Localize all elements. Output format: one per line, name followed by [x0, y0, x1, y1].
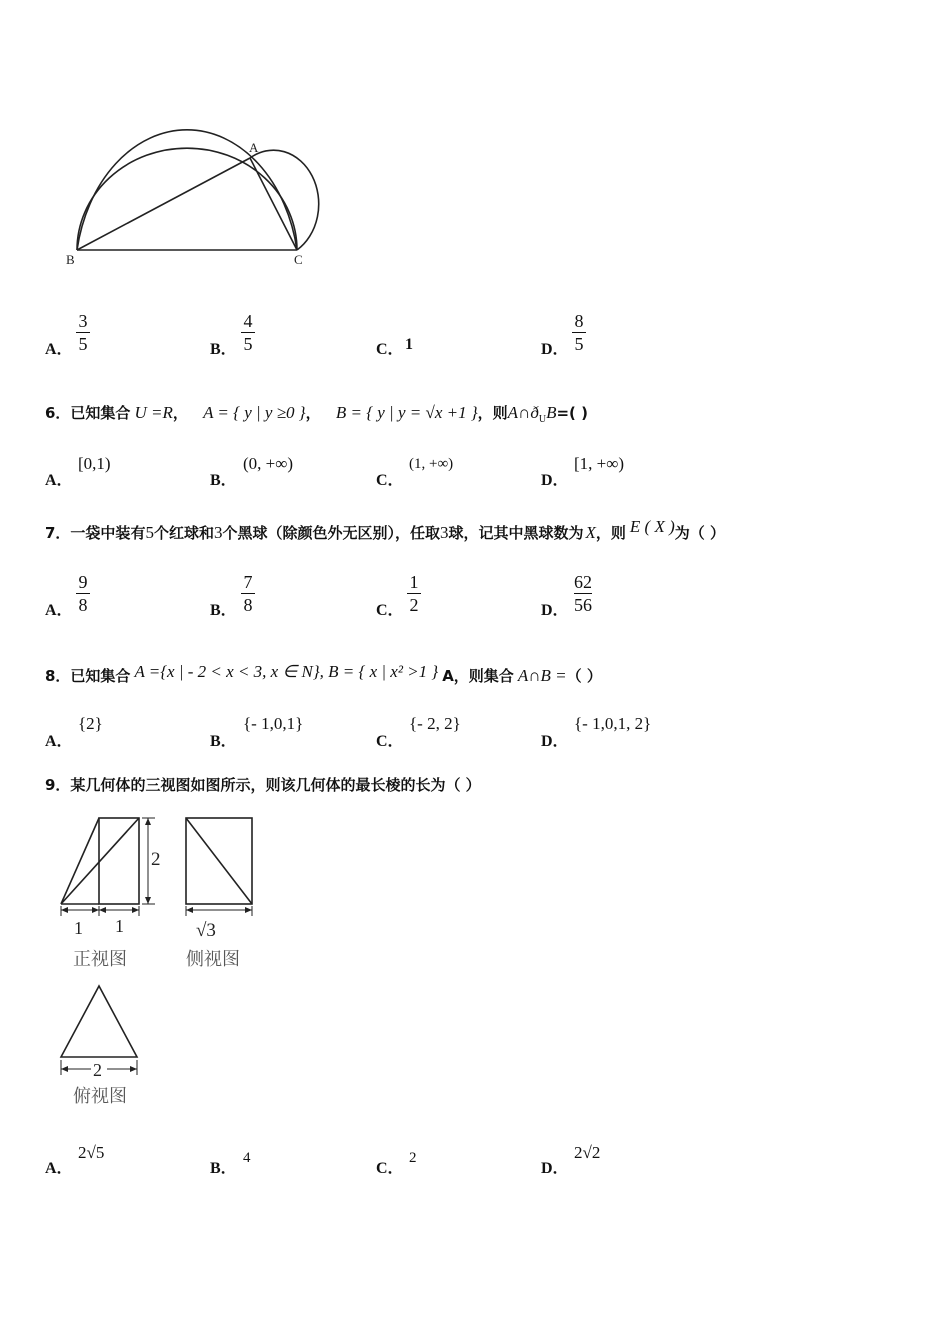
q7-math-x: X — [585, 523, 596, 542]
question-8-stem — [45, 662, 602, 686]
middle-arc — [77, 148, 297, 250]
q8-option-d-value: {- 1,0,1, 2} — [574, 714, 652, 733]
q5-option-a-letter[interactable]: A． — [45, 341, 73, 358]
numerator: 7 — [243, 572, 253, 592]
dim-top-label: 2 — [93, 1060, 102, 1080]
q8-option-b-value: {- 1,0,1} — [243, 714, 304, 733]
front-left-edge — [61, 818, 99, 904]
denominator: 8 — [243, 595, 253, 615]
q9-option-a-letter[interactable]: A． — [45, 1160, 73, 1177]
segment-ba — [77, 158, 250, 250]
q8-math-intersection: A∩B = — [517, 666, 567, 685]
q7-text: 球，记其中黑球数为 — [448, 524, 584, 542]
question-7-stem — [45, 517, 725, 543]
q7-option-a-letter[interactable]: A． — [45, 602, 73, 619]
label-c: C — [294, 252, 303, 267]
q7-option-c-letter[interactable]: C． — [376, 602, 404, 619]
q6-math-complement: A∩ð — [507, 403, 539, 422]
q6-math-set-b: B = { y | y = √x +1 } — [335, 403, 478, 422]
front-view-figure — [55, 810, 175, 970]
numerator: 1 — [409, 572, 419, 592]
top-view-caption: 俯视图 — [73, 1086, 127, 1106]
q7-text: 个红球和 — [153, 524, 214, 542]
denominator: 5 — [78, 334, 88, 354]
q8-option-a-letter[interactable]: A． — [45, 733, 73, 750]
q7-option-d-fraction — [574, 572, 592, 615]
q7-option-b-letter[interactable]: B． — [210, 602, 237, 619]
q6-text: ， — [305, 404, 321, 422]
side-view-figure — [180, 810, 270, 970]
q7-text: 7．一袋中装有 — [45, 524, 146, 542]
q7-option-c-fraction — [407, 572, 421, 615]
q5-option-d-fraction — [572, 311, 586, 354]
q6-math-u: U =R — [134, 403, 173, 422]
q6-text: ，则 — [477, 404, 508, 422]
q7-math-5: 5 — [145, 523, 154, 542]
denominator: 56 — [574, 595, 592, 615]
label-b: B — [66, 252, 75, 267]
q6-option-a-value: [0,1) — [78, 454, 111, 473]
q9-option-c-letter[interactable]: C． — [376, 1160, 404, 1177]
q7-option-d-letter[interactable]: D． — [541, 602, 569, 619]
q8-text: A，则集合 — [442, 667, 514, 685]
denominator: 8 — [78, 595, 88, 615]
segment-ac — [250, 158, 297, 250]
dim-left-label: 1 — [74, 918, 83, 938]
circle-triangle-figure — [50, 100, 390, 280]
numerator: 4 — [243, 311, 253, 331]
q5-option-c-letter[interactable]: C． — [376, 341, 404, 358]
q9-option-b-value: 4 — [243, 1150, 251, 1166]
q5-option-c-value: 1 — [405, 336, 413, 353]
numerator: 9 — [78, 572, 88, 592]
q7-text: ，则 — [595, 524, 626, 542]
q7-text: 个黑球（除颜色外无区别），任取 — [222, 524, 440, 542]
front-view-caption: 正视图 — [73, 949, 127, 969]
side-view-caption: 侧视图 — [186, 949, 240, 969]
q6-option-b-value: (0, +∞) — [243, 454, 294, 473]
q5-option-b-letter[interactable]: B． — [210, 341, 237, 358]
label-a: A — [249, 140, 259, 155]
q7-option-b-fraction — [241, 572, 255, 615]
q6-text: 6．已知集合 — [45, 404, 131, 422]
dim-height-label: 2 — [151, 849, 161, 870]
top-view-figure — [55, 980, 155, 1110]
q7-math-3: 3 — [213, 523, 223, 542]
q7-option-a-fraction — [76, 572, 90, 615]
q7-math-ex: E ( X ) — [629, 517, 675, 536]
question-6-stem — [45, 402, 588, 425]
q6-math-set-a: A = { y | y ≥0 } — [203, 403, 306, 422]
q6-math-b: B — [546, 403, 557, 422]
q9-option-b-letter[interactable]: B． — [210, 1160, 237, 1177]
q7-math-3b: 3 — [439, 523, 449, 542]
question-9-stem: 9．某几何体的三视图如图所示，则该几何体的最长棱的长为（ ） — [45, 776, 481, 794]
q8-option-d-letter[interactable]: D． — [541, 733, 569, 750]
numerator: 8 — [574, 311, 584, 331]
q8-option-c-value: {- 2, 2} — [409, 714, 461, 733]
dim-side-label: √3 — [196, 920, 216, 941]
q8-option-b-letter[interactable]: B． — [210, 733, 237, 750]
q8-text: 8．已知集合 — [45, 667, 131, 685]
q6-option-d-value: [1, +∞) — [574, 454, 625, 473]
q9-option-d-value: 2√2 — [574, 1143, 601, 1162]
q5-option-d-letter[interactable]: D． — [541, 341, 569, 358]
q6-text: =( ) — [556, 404, 588, 422]
front-rect — [99, 818, 139, 904]
q8-math-sets: A ={x | - 2 < x < 3, x ∈ N}, B = { x | x² >1 } — [134, 662, 439, 681]
q5-option-b-fraction — [241, 311, 255, 354]
q6-option-c-letter[interactable]: C． — [376, 472, 404, 489]
q6-option-b-letter[interactable]: B． — [210, 472, 237, 489]
denominator: 5 — [574, 334, 584, 354]
top-triangle — [61, 986, 137, 1057]
numerator: 62 — [574, 572, 592, 592]
q8-text: （ ） — [566, 667, 602, 685]
dim-right-label: 1 — [115, 916, 124, 936]
denominator: 5 — [243, 334, 253, 354]
q8-option-c-letter[interactable]: C． — [376, 733, 404, 750]
numerator: 3 — [78, 311, 88, 331]
q6-option-d-letter[interactable]: D． — [541, 472, 569, 489]
denominator: 2 — [409, 595, 419, 615]
side-diagonal — [186, 818, 252, 904]
q6-text: ， — [172, 404, 188, 422]
q9-option-a-value: 2√5 — [78, 1143, 105, 1162]
q6-option-c-value: (1, +∞) — [409, 456, 454, 472]
q6-option-a-letter[interactable]: A． — [45, 472, 73, 489]
q9-option-d-letter[interactable]: D． — [541, 1160, 569, 1177]
q6-math-sub-u: U — [538, 414, 547, 425]
q8-option-a-value: {2} — [78, 714, 103, 733]
q5-option-a-fraction — [76, 311, 90, 354]
q9-option-c-value: 2 — [409, 1150, 417, 1166]
q7-text: 为（ ） — [674, 524, 725, 542]
front-diagonal — [61, 818, 139, 904]
